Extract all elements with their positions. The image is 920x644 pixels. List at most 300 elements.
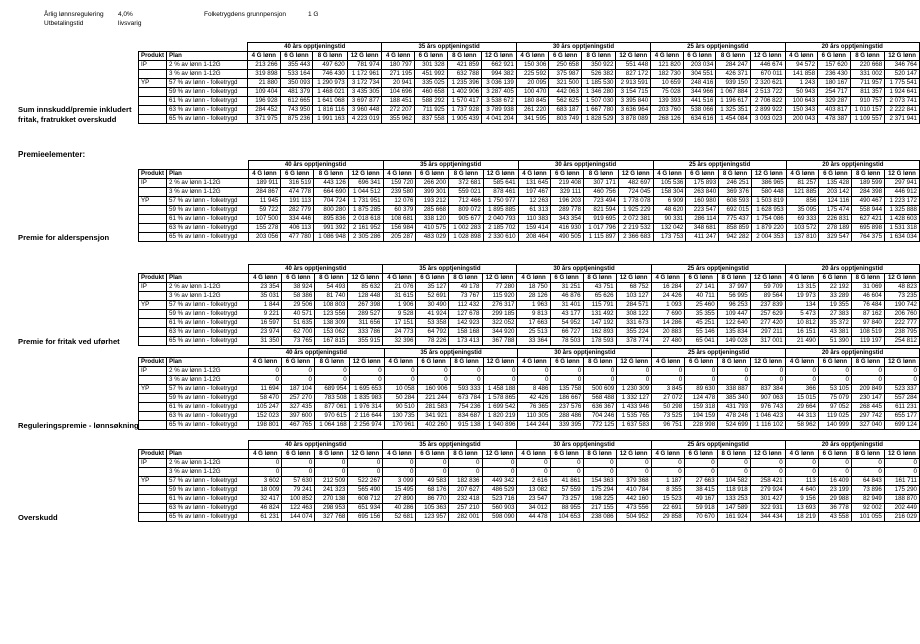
plan-cell: 61 % av lønn - folketrygd [167, 495, 249, 504]
value-cell: 112 432 [449, 301, 482, 310]
value-cell: 976 743 [751, 403, 786, 412]
table-row [139, 385, 920, 394]
value-cell: 0 [384, 367, 417, 376]
value-cell: 198 225 [583, 495, 616, 504]
value-cell: 35 031 [249, 292, 282, 301]
data-table [138, 42, 920, 124]
value-cell: 175 474 [819, 206, 852, 215]
value-cell: 704 246 [584, 412, 617, 421]
value-cell: 378 774 [616, 337, 651, 346]
value-cell: 6 909 [653, 197, 686, 206]
product-cell [139, 319, 167, 328]
value-cell: 1 428 603 [885, 215, 920, 224]
column-header-4-2: 6 G lønn [684, 274, 717, 283]
value-cell: 1 028 898 [449, 233, 484, 242]
value-cell: 0 [884, 468, 919, 477]
value-cell: 316 519 [281, 179, 314, 188]
value-cell: 278 189 [819, 224, 852, 233]
value-cell: 238 795 [884, 328, 919, 337]
value-cell: 97 052 [819, 403, 852, 412]
value-cell: 40 286 [383, 504, 416, 513]
value-cell: 173 753 [653, 233, 686, 242]
product-cell [139, 468, 167, 477]
plan-cell: 63 % av lønn - folketrygd [167, 106, 248, 115]
plan-cell: 57 % av lønn - folketrygd [167, 197, 249, 206]
value-cell: 257 629 [750, 310, 785, 319]
table-row [139, 97, 920, 106]
value-cell: 369 376 [719, 188, 752, 197]
value-cell: 335 025 [414, 79, 447, 88]
plan-cell: 2 % av lønn 1-12G [167, 367, 249, 376]
value-cell: 1 109 557 [850, 115, 885, 124]
value-cell: 89 564 [750, 292, 785, 301]
value-cell: 208 464 [518, 233, 551, 242]
value-cell: 76 365 [518, 403, 551, 412]
value-cell: 1 454 084 [716, 115, 751, 124]
value-cell: 346 764 [885, 61, 920, 70]
value-cell: 2 330 610 [483, 233, 518, 242]
value-cell: 775 437 [719, 215, 752, 224]
value-cell: 226 831 [819, 215, 852, 224]
value-cell: 113 [785, 477, 818, 486]
value-cell: 449 342 [482, 477, 517, 486]
value-cell: 0 [483, 376, 518, 385]
value-cell: 1 230 309 [617, 385, 652, 394]
value-cell: 0 [684, 459, 717, 468]
column-header-3-1: 4 G lønn [517, 274, 550, 283]
column-group-header: 40 års opptjeningstid [249, 265, 383, 274]
value-cell: 695 156 [348, 513, 383, 522]
value-cell: 50 284 [384, 394, 417, 403]
value-cell: 0 [584, 376, 617, 385]
value-cell: 446 912 [885, 188, 920, 197]
value-cell: 327 040 [851, 421, 884, 430]
value-cell: 385 340 [718, 394, 751, 403]
value-cell: 237 839 [750, 301, 785, 310]
value-cell: 16 284 [651, 283, 684, 292]
value-cell: 477 780 [281, 233, 314, 242]
value-cell: 0 [550, 468, 583, 477]
value-cell: 327 768 [315, 513, 348, 522]
value-cell: 533 164 [280, 70, 313, 79]
table-row [139, 328, 920, 337]
value-cell: 322 931 [750, 504, 785, 513]
value-cell: 331 002 [850, 70, 885, 79]
value-cell: 268 445 [851, 403, 884, 412]
column-header-1-2: 6 G lønn [280, 52, 313, 61]
group-header-row [139, 43, 920, 52]
value-cell: 557 284 [884, 394, 919, 403]
column-group-header: 25 års opptjeningstid [651, 265, 785, 274]
value-cell: 1 172 961 [347, 70, 382, 79]
value-cell: 0 [617, 367, 652, 376]
value-cell: 27 890 [383, 495, 416, 504]
value-cell: 41 861 [550, 477, 583, 486]
value-cell: 523 337 [884, 385, 919, 394]
value-cell: 308 122 [616, 310, 651, 319]
value-cell: 288 486 [551, 412, 584, 421]
value-cell: 158 168 [449, 328, 482, 337]
value-cell: 217 155 [583, 504, 616, 513]
column-header-2-1: 4 G lønn [383, 450, 416, 459]
group-header-row [139, 349, 920, 358]
table-row [139, 486, 920, 495]
value-cell: 0 [315, 468, 348, 477]
value-cell: 2 185 702 [483, 224, 518, 233]
value-cell: 90 510 [384, 403, 417, 412]
value-cell: 3 960 448 [347, 106, 382, 115]
value-cell: 0 [450, 376, 483, 385]
value-cell: 90 331 [653, 215, 686, 224]
value-cell: 1 433 946 [617, 403, 652, 412]
value-cell: 223 547 [686, 206, 719, 215]
value-cell: 526 382 [581, 70, 616, 79]
value-cell: 1 535 765 [617, 412, 652, 421]
value-cell: 101 055 [851, 513, 884, 522]
value-cell: 62 700 [282, 328, 315, 337]
value-cell: 764 375 [852, 233, 885, 242]
value-cell: 1 895 885 [483, 206, 518, 215]
value-cell: 4 223 019 [347, 115, 382, 124]
column-header-4-3: 8 G lønn [718, 358, 751, 367]
value-cell: 0 [449, 468, 482, 477]
column-header-5-1: 4 G lønn [785, 450, 818, 459]
value-cell: 104 653 [550, 513, 583, 522]
value-cell: 175 290 [884, 486, 919, 495]
value-cell: 0 [884, 459, 919, 468]
column-header-1-4: 12 G lønn [347, 52, 382, 61]
value-cell: 0 [718, 376, 751, 385]
value-cell: 9 528 [383, 310, 416, 319]
column-header-5-4: 12 G lønn [885, 170, 920, 179]
plan-cell: 59 % av lønn - folketrygd [167, 486, 249, 495]
value-cell: 1 458 188 [483, 385, 518, 394]
value-cell: 344 966 [683, 88, 716, 97]
value-cell: 297 211 [750, 328, 785, 337]
value-cell: 0 [518, 376, 551, 385]
value-cell: 15 015 [786, 394, 819, 403]
column-header-4-1: 4 G lønn [652, 358, 685, 367]
value-cell: 141 858 [785, 70, 818, 79]
value-cell: 1 116 102 [751, 421, 786, 430]
value-cell: 350 922 [581, 61, 616, 70]
value-cell: 140 999 [819, 421, 852, 430]
value-cell: 27 383 [818, 310, 851, 319]
value-cell: 1 468 021 [313, 88, 348, 97]
table-row [139, 412, 920, 421]
column-header-2-1: 4 G lønn [384, 358, 417, 367]
value-cell: 13 315 [785, 283, 818, 292]
value-cell: 1 290 973 [313, 79, 348, 88]
value-cell: 1 731 951 [348, 197, 383, 206]
column-group-header: 40 års opptjeningstid [249, 349, 385, 358]
column-header-row [139, 274, 920, 283]
value-cell: 329 547 [819, 233, 852, 242]
table-row [139, 88, 920, 97]
value-cell: 73 257 [550, 495, 583, 504]
parameter-row [44, 19, 318, 28]
value-cell: 220 668 [850, 61, 885, 70]
value-cell: 0 [416, 468, 449, 477]
value-cell: 524 699 [718, 421, 751, 430]
value-cell: 139 393 [651, 97, 684, 106]
table-row [139, 224, 920, 233]
value-cell: 1 044 512 [348, 188, 383, 197]
value-cell: 1 115 897 [584, 233, 619, 242]
product-cell: YP [139, 477, 167, 486]
value-cell: 196 203 [551, 197, 584, 206]
value-cell: 189 599 [852, 179, 885, 188]
column-header-4-4: 12 G lønn [750, 450, 785, 459]
param-value-2 [308, 19, 318, 28]
value-cell: 632 788 [447, 70, 482, 79]
value-cell: 13 082 [517, 486, 550, 495]
value-cell: 105 363 [416, 504, 449, 513]
value-cell: 1 507 030 [581, 97, 616, 106]
column-header-5-3: 8 G lønn [852, 170, 885, 179]
value-cell: 107 500 [248, 215, 281, 224]
value-cell: 49 167 [684, 495, 717, 504]
value-cell: 482 697 [618, 179, 653, 188]
value-cell: 124 116 [819, 197, 852, 206]
column-header-3-1: 4 G lønn [516, 52, 549, 61]
value-cell: 1 064 168 [314, 421, 349, 430]
product-cell [139, 513, 167, 522]
plan-cell: 61 % av lønn - folketrygd [167, 97, 248, 106]
product-cell [139, 106, 167, 115]
value-cell: 355 443 [280, 61, 313, 70]
value-cell: 27 141 [684, 283, 717, 292]
value-cell: 31 615 [383, 292, 416, 301]
value-cell: 40 711 [684, 292, 717, 301]
plan-column-header: Plan [167, 450, 249, 459]
value-cell: 108 519 [851, 328, 884, 337]
value-cell: 267 398 [348, 301, 383, 310]
value-cell: 1 002 283 [449, 224, 484, 233]
value-cell: 159 318 [685, 403, 718, 412]
column-header-5-1: 4 G lønn [785, 52, 818, 61]
value-cell: 2 616 [517, 477, 550, 486]
value-cell: 1 940 896 [483, 421, 518, 430]
value-cell: 66 727 [550, 328, 583, 337]
value-cell: 1 402 906 [447, 88, 482, 97]
value-cell: 203 056 [248, 233, 281, 242]
value-cell: 147 192 [583, 319, 616, 328]
value-cell: 18 009 [249, 486, 282, 495]
param-label-2: Folketrygdens grunnpensjon [204, 11, 287, 18]
value-cell: 230 147 [851, 394, 884, 403]
column-group-header: 25 års opptjeningstid [652, 349, 786, 358]
value-cell: 443 126 [314, 179, 349, 188]
value-cell: 213 266 [248, 61, 281, 70]
value-cell: 86 770 [416, 495, 449, 504]
value-cell: 23 354 [249, 283, 282, 292]
value-cell: 152 023 [249, 412, 282, 421]
value-cell: 0 [482, 468, 517, 477]
value-cell: 0 [281, 367, 314, 376]
column-header-5-2: 6 G lønn [818, 52, 851, 61]
value-cell: 0 [651, 468, 684, 477]
table-row [139, 283, 920, 292]
value-cell: 268 126 [651, 115, 684, 124]
value-cell: 241 323 [315, 486, 348, 495]
plan-cell: 3 % av lønn 1-12G [167, 292, 249, 301]
section-title: Reguleringspremie - lønnsøkning [18, 420, 139, 430]
value-cell: 155 278 [248, 224, 281, 233]
value-cell: 236 430 [818, 70, 851, 79]
table-row [139, 292, 920, 301]
column-header-2-1: 4 G lønn [382, 52, 415, 61]
value-cell: 1 187 [651, 477, 684, 486]
value-cell: 350 093 [280, 79, 313, 88]
column-header-3-4: 12 G lønn [618, 170, 653, 179]
value-cell: 772 125 [584, 421, 617, 430]
product-cell [139, 70, 167, 79]
param-value: livsvarig [118, 20, 142, 27]
value-cell: 689 954 [314, 385, 349, 394]
value-cell: 915 138 [450, 421, 483, 430]
value-cell: 1 017 796 [584, 224, 619, 233]
section-reguleringspremie [18, 348, 920, 430]
table-row [139, 459, 920, 468]
value-cell: 2 913 591 [616, 79, 651, 88]
value-cell: 0 [482, 459, 517, 468]
column-header-3-3: 8 G lønn [583, 450, 616, 459]
value-cell: 154 363 [583, 477, 616, 486]
value-cell: 304 551 [683, 70, 716, 79]
value-cell: 497 620 [313, 61, 348, 70]
table-row [139, 504, 920, 513]
value-cell: 200 043 [785, 115, 818, 124]
value-cell: 105 247 [249, 403, 282, 412]
value-cell: 282 779 [281, 206, 314, 215]
value-cell: 34 012 [517, 504, 550, 513]
value-cell: 222 777 [884, 319, 919, 328]
value-cell: 2 018 618 [348, 215, 383, 224]
product-column-header: Produkt [139, 52, 167, 61]
column-header-1-1: 4 G lønn [248, 170, 281, 179]
column-header-2-4: 12 G lønn [482, 450, 517, 459]
product-cell: YP [139, 385, 167, 394]
value-cell: 0 [751, 367, 786, 376]
value-cell: 79 241 [282, 486, 315, 495]
column-header-1-4: 12 G lønn [348, 170, 383, 179]
value-cell: 467 765 [281, 421, 314, 430]
value-cell: 311 656 [348, 319, 383, 328]
table-row [139, 215, 920, 224]
value-cell: 2 161 952 [348, 224, 383, 233]
product-cell [139, 328, 167, 337]
value-cell: 29 858 [651, 513, 684, 522]
column-header-3-4: 12 G lønn [616, 274, 651, 283]
value-cell: 1 185 530 [581, 79, 616, 88]
table-row [139, 513, 920, 522]
value-cell: 522 267 [348, 477, 383, 486]
value-cell: 634 616 [683, 115, 716, 124]
value-cell: 8 355 [651, 486, 684, 495]
value-cell: 94 572 [785, 61, 818, 70]
value-cell: 12 263 [518, 197, 551, 206]
plan-cell: 61 % av lønn - folketrygd [167, 319, 249, 328]
value-cell: 73 235 [884, 292, 919, 301]
value-cell: 22 192 [818, 283, 851, 292]
value-cell: 608 593 [719, 197, 752, 206]
value-cell: 50 298 [652, 403, 685, 412]
value-cell: 12 076 [383, 197, 416, 206]
value-cell: 322 052 [482, 319, 517, 328]
table-row [139, 197, 920, 206]
value-cell: 289 778 [551, 206, 584, 215]
value-cell: 58 962 [786, 421, 819, 430]
value-cell: 138 309 [315, 319, 348, 328]
value-cell: 803 749 [549, 115, 582, 124]
table-row [139, 403, 920, 412]
column-header-4-4: 12 G lønn [751, 170, 786, 179]
value-cell: 119 197 [851, 337, 884, 346]
value-cell: 21 490 [785, 337, 818, 346]
value-cell: 207 627 [449, 486, 482, 495]
value-cell: 442 063 [549, 88, 582, 97]
value-cell: 285 668 [416, 206, 449, 215]
value-cell: 49 178 [449, 283, 482, 292]
value-cell: 558 944 [852, 206, 885, 215]
value-cell: 203 760 [651, 106, 684, 115]
value-cell: 59 722 [248, 206, 281, 215]
value-cell: 189 911 [248, 179, 281, 188]
value-cell: 355 915 [348, 337, 383, 346]
value-cell: 59 709 [750, 283, 785, 292]
value-cell: 3 636 964 [616, 106, 651, 115]
value-cell: 3 697 877 [347, 97, 382, 106]
value-cell: 339 395 [551, 421, 584, 430]
value-cell: 919 695 [584, 215, 619, 224]
value-cell: 128 448 [348, 292, 383, 301]
column-header-5-4: 12 G lønn [884, 274, 919, 283]
value-cell: 96 253 [717, 301, 750, 310]
plan-cell: 57 % av lønn - folketrygd [167, 301, 249, 310]
value-cell: 131 645 [518, 179, 551, 188]
plan-cell: 59 % av lønn - folketrygd [167, 206, 249, 215]
value-cell: 442 160 [616, 495, 651, 504]
value-cell: 0 [751, 376, 786, 385]
param-label-2 [204, 19, 308, 28]
value-cell: 446 674 [750, 61, 785, 70]
value-cell: 0 [583, 468, 616, 477]
value-cell: 43 558 [818, 513, 851, 522]
value-cell: 2 073 741 [885, 97, 920, 106]
column-header-1-2: 6 G lønn [281, 170, 314, 179]
value-cell: 23 974 [249, 328, 282, 337]
product-column-header: Produkt [139, 170, 167, 179]
value-cell: 0 [417, 376, 450, 385]
value-cell: 1 976 314 [349, 403, 384, 412]
value-cell: 286 114 [686, 215, 719, 224]
value-cell: 1 775 541 [885, 79, 920, 88]
value-cell: 699 124 [884, 421, 919, 430]
value-cell: 258 421 [750, 477, 785, 486]
value-cell: 366 [786, 385, 819, 394]
value-cell: 24 426 [651, 292, 684, 301]
value-cell: 3 845 [652, 385, 685, 394]
value-cell: 500 609 [584, 385, 617, 394]
value-cell: 97 840 [851, 319, 884, 328]
plan-cell: 63 % av lønn - folketrygd [167, 504, 249, 513]
value-cell: 1 570 417 [447, 97, 482, 106]
value-cell: 281 583 [417, 403, 450, 412]
value-cell: 2 320 621 [750, 79, 785, 88]
value-cell: 17 151 [383, 319, 416, 328]
value-cell: 35 372 [818, 319, 851, 328]
